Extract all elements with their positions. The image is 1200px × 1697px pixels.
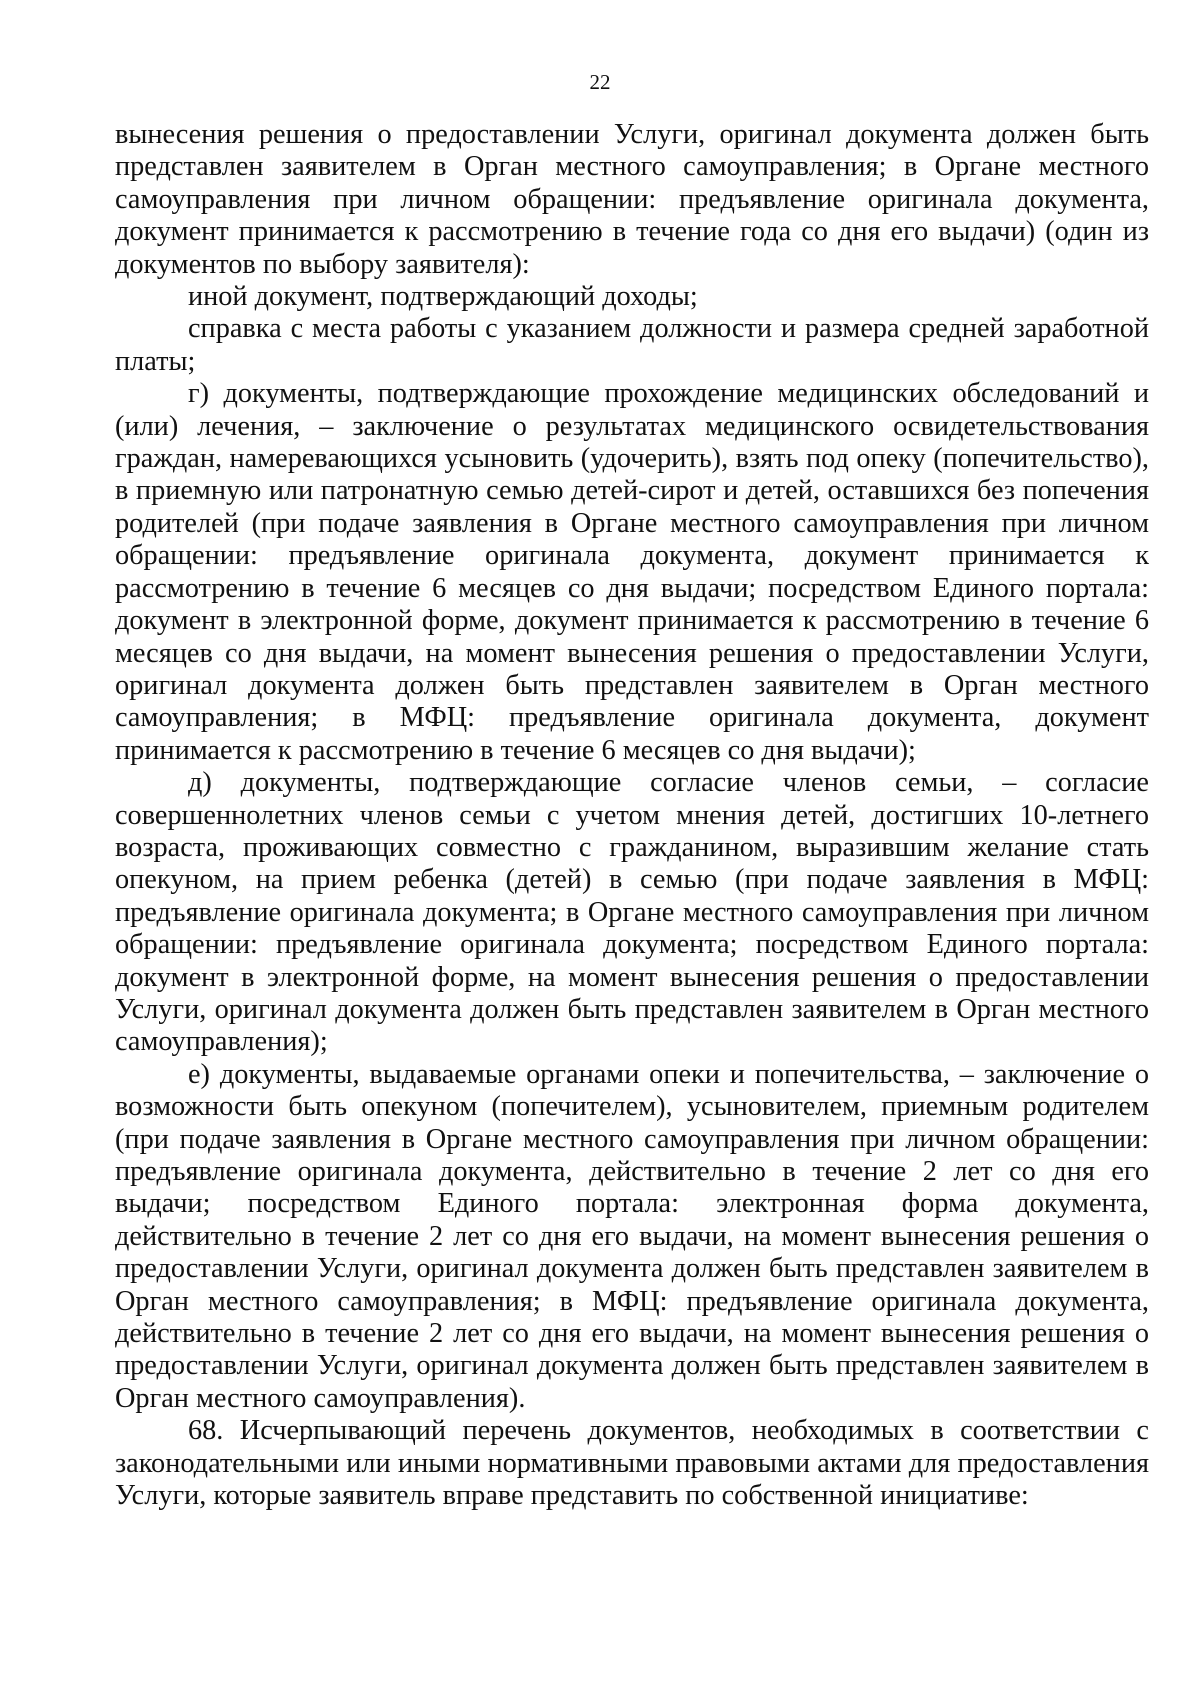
- document-body: [115, 119, 1149, 1512]
- paragraph-item-g-medical: г) документы, подтверждающие прохождение медицинских обследований и (или) лечения, – заключение о результатах медицинского освидетельствования граждан, намеревающихся усыновить (удочерить), взять под опеку (попечительство), в приемную или патронатную семью детей-сирот и детей, оставшихся без попечения родителей (при подаче заявления в Органе местного самоуправления при личном обращении: предъявление оригинала документа, документ принимается к рассмотрению в течение 6 месяцев со дня выдачи; посредством Единого портала: документ в электронной форме, документ принимается к рассмотрению в течение 6 месяцев со дня выдачи, на момент вынесения решения о предоставлении Услуги, оригинал документа должен быть представлен заявителем в Орган местного самоуправления; в МФЦ: предъявление оригинала документа, документ принимается к рассмотрению в течение 6 месяцев со дня выдачи);: [115, 378, 1149, 766]
- paragraph-continuation: вынесения решения о предоставлении Услуги, оригинал документа должен быть представлен заявителем в Орган местного самоуправления; в Органе местного самоуправления при личном обращении: предъявление оригинала документа, документ принимается к рассмотрению в течение года со дня его выдачи) (один из документов по выбору заявителя):: [115, 119, 1149, 280]
- paragraph-section-68: 68. Исчерпывающий перечень документов, необходимых в соответствии с законодательными или иными нормативными правовыми актами для предоставления Услуги, которые заявитель вправе представить по собственной инициативе:: [115, 1415, 1149, 1512]
- paragraph-item-e-guardianship: е) документы, выдаваемые органами опеки и попечительства, – заключение о возможности быть опекуном (попечителем), усыновителем, приемным родителем (при подаче заявления в Органе местного самоуправления при личном обращении: предъявление оригинала документа, действительно в течение 2 лет со дня его выдачи; посредством Единого портала: электронная форма документа, действительно в течение 2 лет со дня его выдачи, на момент вынесения решения о предоставлении Услуги, оригинал документа должен быть представлен заявителем в Орган местного самоуправления; в МФЦ: предъявление оригинала документа, действительно в течение 2 лет со дня его выдачи, на момент вынесения решения о предоставлении Услуги, оригинал документа должен быть представлен заявителем в Орган местного самоуправления).: [115, 1058, 1149, 1414]
- paragraph-list-item-income: иной документ, подтверждающий доходы;: [188, 281, 698, 313]
- paragraph-item-d-family-consent: д) документы, подтверждающие согласие членов семьи, – согласие совершеннолетних членов семьи с учетом мнения детей, достигших 10-летнего возраста, проживающих совместно с гражданином, выразившим желание стать опекуном, на прием ребенка (детей) в семью (при подаче заявления в МФЦ: предъявление оригинала документа; в Органе местного самоуправления при личном обращении: предъявление оригинала документа; посредством Единого портала: документ в электронной форме, на момент вынесения решения о предоставлении Услуги, оригинал документа должен быть представлен заявителем в Орган местного самоуправления);: [115, 767, 1149, 1058]
- paragraph-list-item-salary-certificate: справка с места работы с указанием должности и размера средней заработной платы;: [115, 313, 1149, 377]
- page-number: 22: [589, 70, 611, 94]
